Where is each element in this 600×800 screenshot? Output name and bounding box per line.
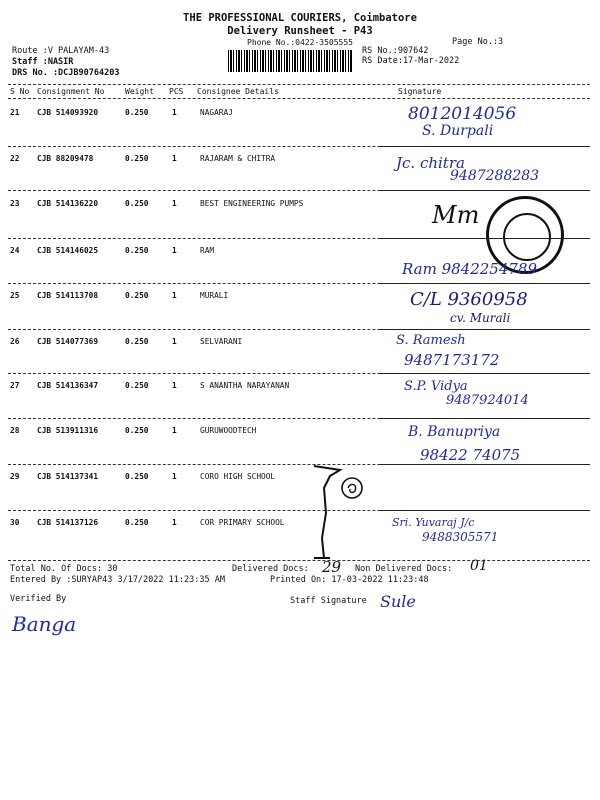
signature-underline	[380, 510, 590, 511]
row-consignment: CJB 514136220	[37, 199, 99, 208]
row-consignment: CJB 513911316	[37, 426, 99, 435]
signature-underline	[380, 329, 590, 330]
delivered-docs-value: 29	[322, 558, 342, 576]
row-weight: 0.250	[125, 199, 149, 208]
printed-on: Printed On: 17-03-2022 11:23:48	[270, 575, 429, 585]
row-consignee: NAGARAJ	[200, 108, 233, 117]
table-row	[0, 373, 600, 417]
row-consignment: CJB 514077369	[37, 337, 99, 346]
row-pcs: 1	[172, 337, 177, 346]
row-weight: 0.250	[125, 154, 149, 163]
row-consignment: CJB 514136347	[37, 381, 99, 390]
table-header-rule	[8, 98, 590, 99]
row-sno: 21	[10, 108, 20, 117]
row-signature-line1: B. Banupriya	[408, 424, 501, 440]
signature-underline	[380, 190, 590, 191]
non-delivered-docs-value: 01	[470, 558, 488, 574]
row-pcs: 1	[172, 199, 177, 208]
row-sno: 26	[10, 337, 20, 346]
table-row	[0, 100, 600, 144]
route: Route :V PALAYAM-43	[12, 46, 110, 56]
col-header-weight: Weight	[125, 87, 154, 96]
row-consignment: CJB 514146025	[37, 246, 99, 255]
row-signature-line1: C/L 9360958	[410, 289, 528, 310]
row-signature-line1: Mm	[432, 201, 480, 229]
row-pcs: 1	[172, 518, 177, 527]
table-row	[0, 238, 600, 282]
col-header-consignment: Consignment No	[37, 87, 105, 96]
barcode	[228, 50, 352, 72]
total-docs: Total No. Of Docs: 30	[10, 564, 118, 574]
row-pcs: 1	[172, 108, 177, 117]
col-header-pcs: PCS	[169, 87, 184, 96]
row-signature-line1: S. Ramesh	[396, 333, 466, 348]
col-header-consignee: Consignee Details	[197, 87, 279, 96]
row-signature-line2: S. Durpali	[422, 123, 494, 139]
table-row	[0, 283, 600, 327]
entered-by: Entered By :SURYAP43 3/17/2022 11:23:35 AM	[10, 575, 225, 585]
row-signature-line1: Sri. Yuvaraj J/c	[392, 516, 475, 529]
row-consignment: CJB 514113708	[37, 291, 99, 300]
row-sno: 28	[10, 426, 20, 435]
company-name: THE PROFESSIONAL COURIERS, Coimbatore	[183, 12, 417, 24]
row-consignment: CJB 514093920	[37, 108, 99, 117]
row-pcs: 1	[172, 246, 177, 255]
signature-underline	[380, 146, 590, 147]
verified-by-signature: Banga	[12, 612, 77, 636]
delivered-docs-label: Delivered Docs:	[232, 564, 309, 574]
row-signature-line1: 8012014056	[408, 104, 517, 124]
row-weight: 0.250	[125, 246, 149, 255]
row-sno: 22	[10, 154, 20, 163]
signature-underline	[380, 238, 590, 239]
row-signature-line2: cv. Murali	[450, 311, 511, 325]
handwritten-bracket-mark	[300, 458, 370, 568]
signature-underline	[380, 464, 590, 465]
phone-number: Phone No.:0422-3505555	[247, 38, 353, 47]
table-row	[0, 329, 600, 373]
row-signature-line1: Jc. chitra	[396, 154, 465, 172]
row-consignment: CJB 514137126	[37, 518, 99, 527]
row-sno: 30	[10, 518, 20, 527]
row-signature-line2: 9487288283	[450, 168, 540, 184]
row-weight: 0.250	[125, 381, 149, 390]
row-consignee: GURUWOODTECH	[200, 426, 257, 435]
staff: Staff :NASIR	[12, 57, 74, 67]
row-consignee: RAJARAM & CHITRA	[200, 154, 276, 163]
row-consignee: COR PRIMARY SCHOOL	[200, 518, 285, 527]
row-sno: 25	[10, 291, 20, 300]
row-weight: 0.250	[125, 337, 149, 346]
row-sno: 23	[10, 199, 20, 208]
rs-number: RS No.:907642	[362, 46, 429, 56]
signature-underline	[380, 283, 590, 284]
drs-number: DRS No. :DCJB90764203	[12, 68, 120, 78]
rs-date: RS Date:17-Mar-2022	[362, 56, 460, 66]
table-bottom-rule	[8, 560, 590, 561]
row-signature-line1: S.P. Vidya	[404, 379, 468, 394]
row-weight: 0.250	[125, 291, 149, 300]
row-consignment: CJB 514137341	[37, 472, 99, 481]
table-row	[0, 146, 600, 190]
row-consignee: CORO HIGH SCHOOL	[200, 472, 276, 481]
col-header-signature: Signature	[398, 87, 442, 96]
table-top-rule	[8, 84, 590, 85]
row-weight: 0.250	[125, 108, 149, 117]
row-signature-line2: 9488305571	[422, 530, 499, 544]
row-signature-line2: 9487924014	[446, 393, 529, 408]
row-pcs: 1	[172, 154, 177, 163]
row-signature-line2: 9487173172	[404, 351, 500, 369]
row-weight: 0.250	[125, 472, 149, 481]
row-pcs: 1	[172, 291, 177, 300]
page-number: Page No.:3	[452, 37, 504, 47]
row-pcs: 1	[172, 472, 177, 481]
row-weight: 0.250	[125, 426, 149, 435]
row-pcs: 1	[172, 381, 177, 390]
row-consignee: MURALI	[200, 291, 229, 300]
row-consignee: RAM	[200, 246, 215, 255]
row-consignment: CJB 88209478	[37, 154, 94, 163]
row-consignee: S ANANTHA NARAYANAN	[200, 381, 290, 390]
row-consignee: SELVARANI	[200, 337, 243, 346]
staff-signature-label: Staff Signature	[290, 596, 367, 606]
row-weight: 0.250	[125, 518, 149, 527]
staff-signature: Sule	[380, 592, 416, 611]
row-pcs: 1	[172, 426, 177, 435]
signature-underline	[380, 373, 590, 374]
signature-underline	[380, 418, 590, 419]
row-sno: 29	[10, 472, 20, 481]
runsheet-title: Delivery Runsheet - P43	[227, 25, 373, 37]
row-signature-line1: Ram 9842254789	[402, 260, 538, 278]
row-consignee: BEST ENGINEERING PUMPS	[200, 199, 304, 208]
non-delivered-docs-label: Non Delivered Docs:	[355, 564, 453, 574]
verified-by-label: Verified By	[10, 594, 67, 604]
row-sno: 27	[10, 381, 20, 390]
table-row	[0, 418, 600, 462]
col-header-sno: S No	[10, 87, 30, 96]
row-signature-line2: 98422 74075	[420, 446, 521, 464]
row-sno: 24	[10, 246, 20, 255]
